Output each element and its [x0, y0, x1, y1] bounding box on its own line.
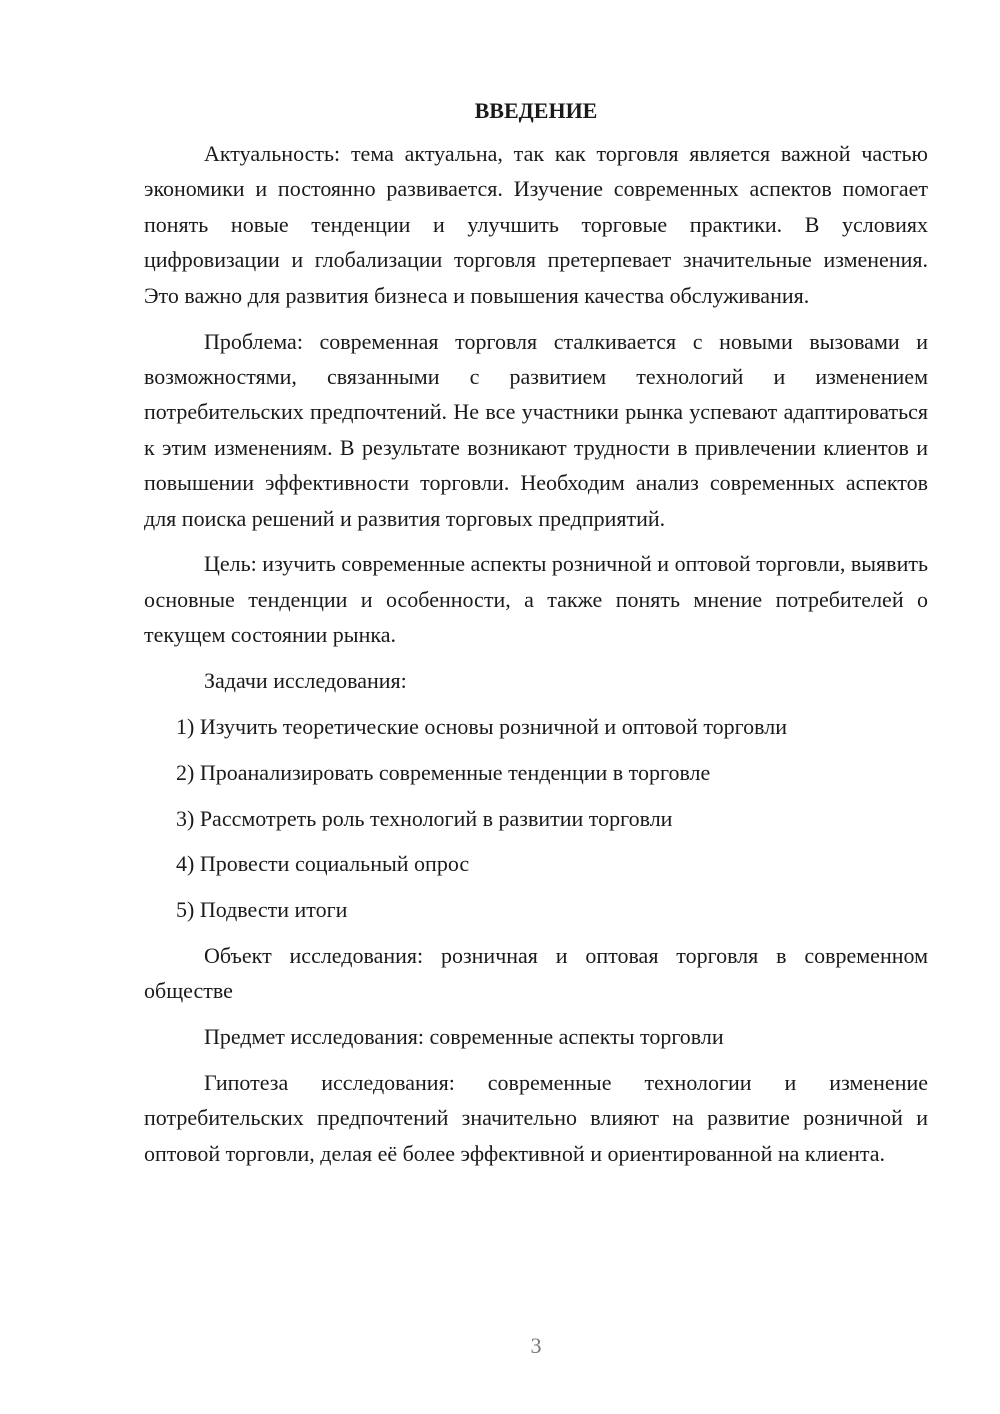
list-item: 2) Проанализировать современные тенденции в торговле [176, 759, 711, 785]
page-number: 3 [530, 1333, 542, 1358]
goal-paragraph: Цель: изучить современные аспекты розничной и оптовой торговли, выявить основные тенденции и особенности, а также понять мнение потребителей о текущем состоянии рынка. [144, 551, 928, 648]
tasks-title: Задачи исследования: [204, 668, 407, 694]
tasks-list [144, 709, 928, 927]
subject-paragraph: Предмет исследования: современные аспекты торговли [204, 1023, 724, 1049]
object-paragraph: Объект исследования: розничная и оптовая торговля в современном обществе [144, 942, 928, 1004]
list-item: 1) Изучить теоретические основы розничной и оптовой торговли [176, 714, 787, 740]
problem-paragraph: Проблема: современная торговля сталкивается с новыми вызовами и возможностями, связанными с развитием технологий и изменением потребительских предпочтений. Не все участники рынка успевают адаптироваться к этим изменениям. В результате возникают трудности в привлечении клиентов и повышении эффективности торговли. Необходим анализ современных аспектов для поиска решений и развития торговых предприятий. [144, 328, 928, 531]
page-content [144, 96, 928, 1182]
relevance-paragraph: Актуальность: тема актуальна, так как торговля является важной частью экономики и постоянно развивается. Изучение современных аспектов помогает понять новые тенденции и улучшить торговые практики. В условиях цифровизации и глобализации торговля претерпевает значительные изменения. Это важно для развития бизнеса и повышения качества обслуживания. [144, 141, 928, 308]
section-heading: ВВЕДЕНИЕ [474, 98, 598, 123]
list-item: 3) Рассмотреть роль технологий в развитии торговли [176, 805, 673, 831]
list-item: 5) Подвести итоги [176, 896, 348, 922]
hypothesis-paragraph: Гипотеза исследования: современные технологии и изменение потребительских предпочтений значительно влияют на развитие розничной и оптовой торговли, делая её более эффективной и ориентированной на клиента. [144, 1069, 928, 1166]
list-item: 4) Провести социальный опрос [176, 851, 470, 877]
